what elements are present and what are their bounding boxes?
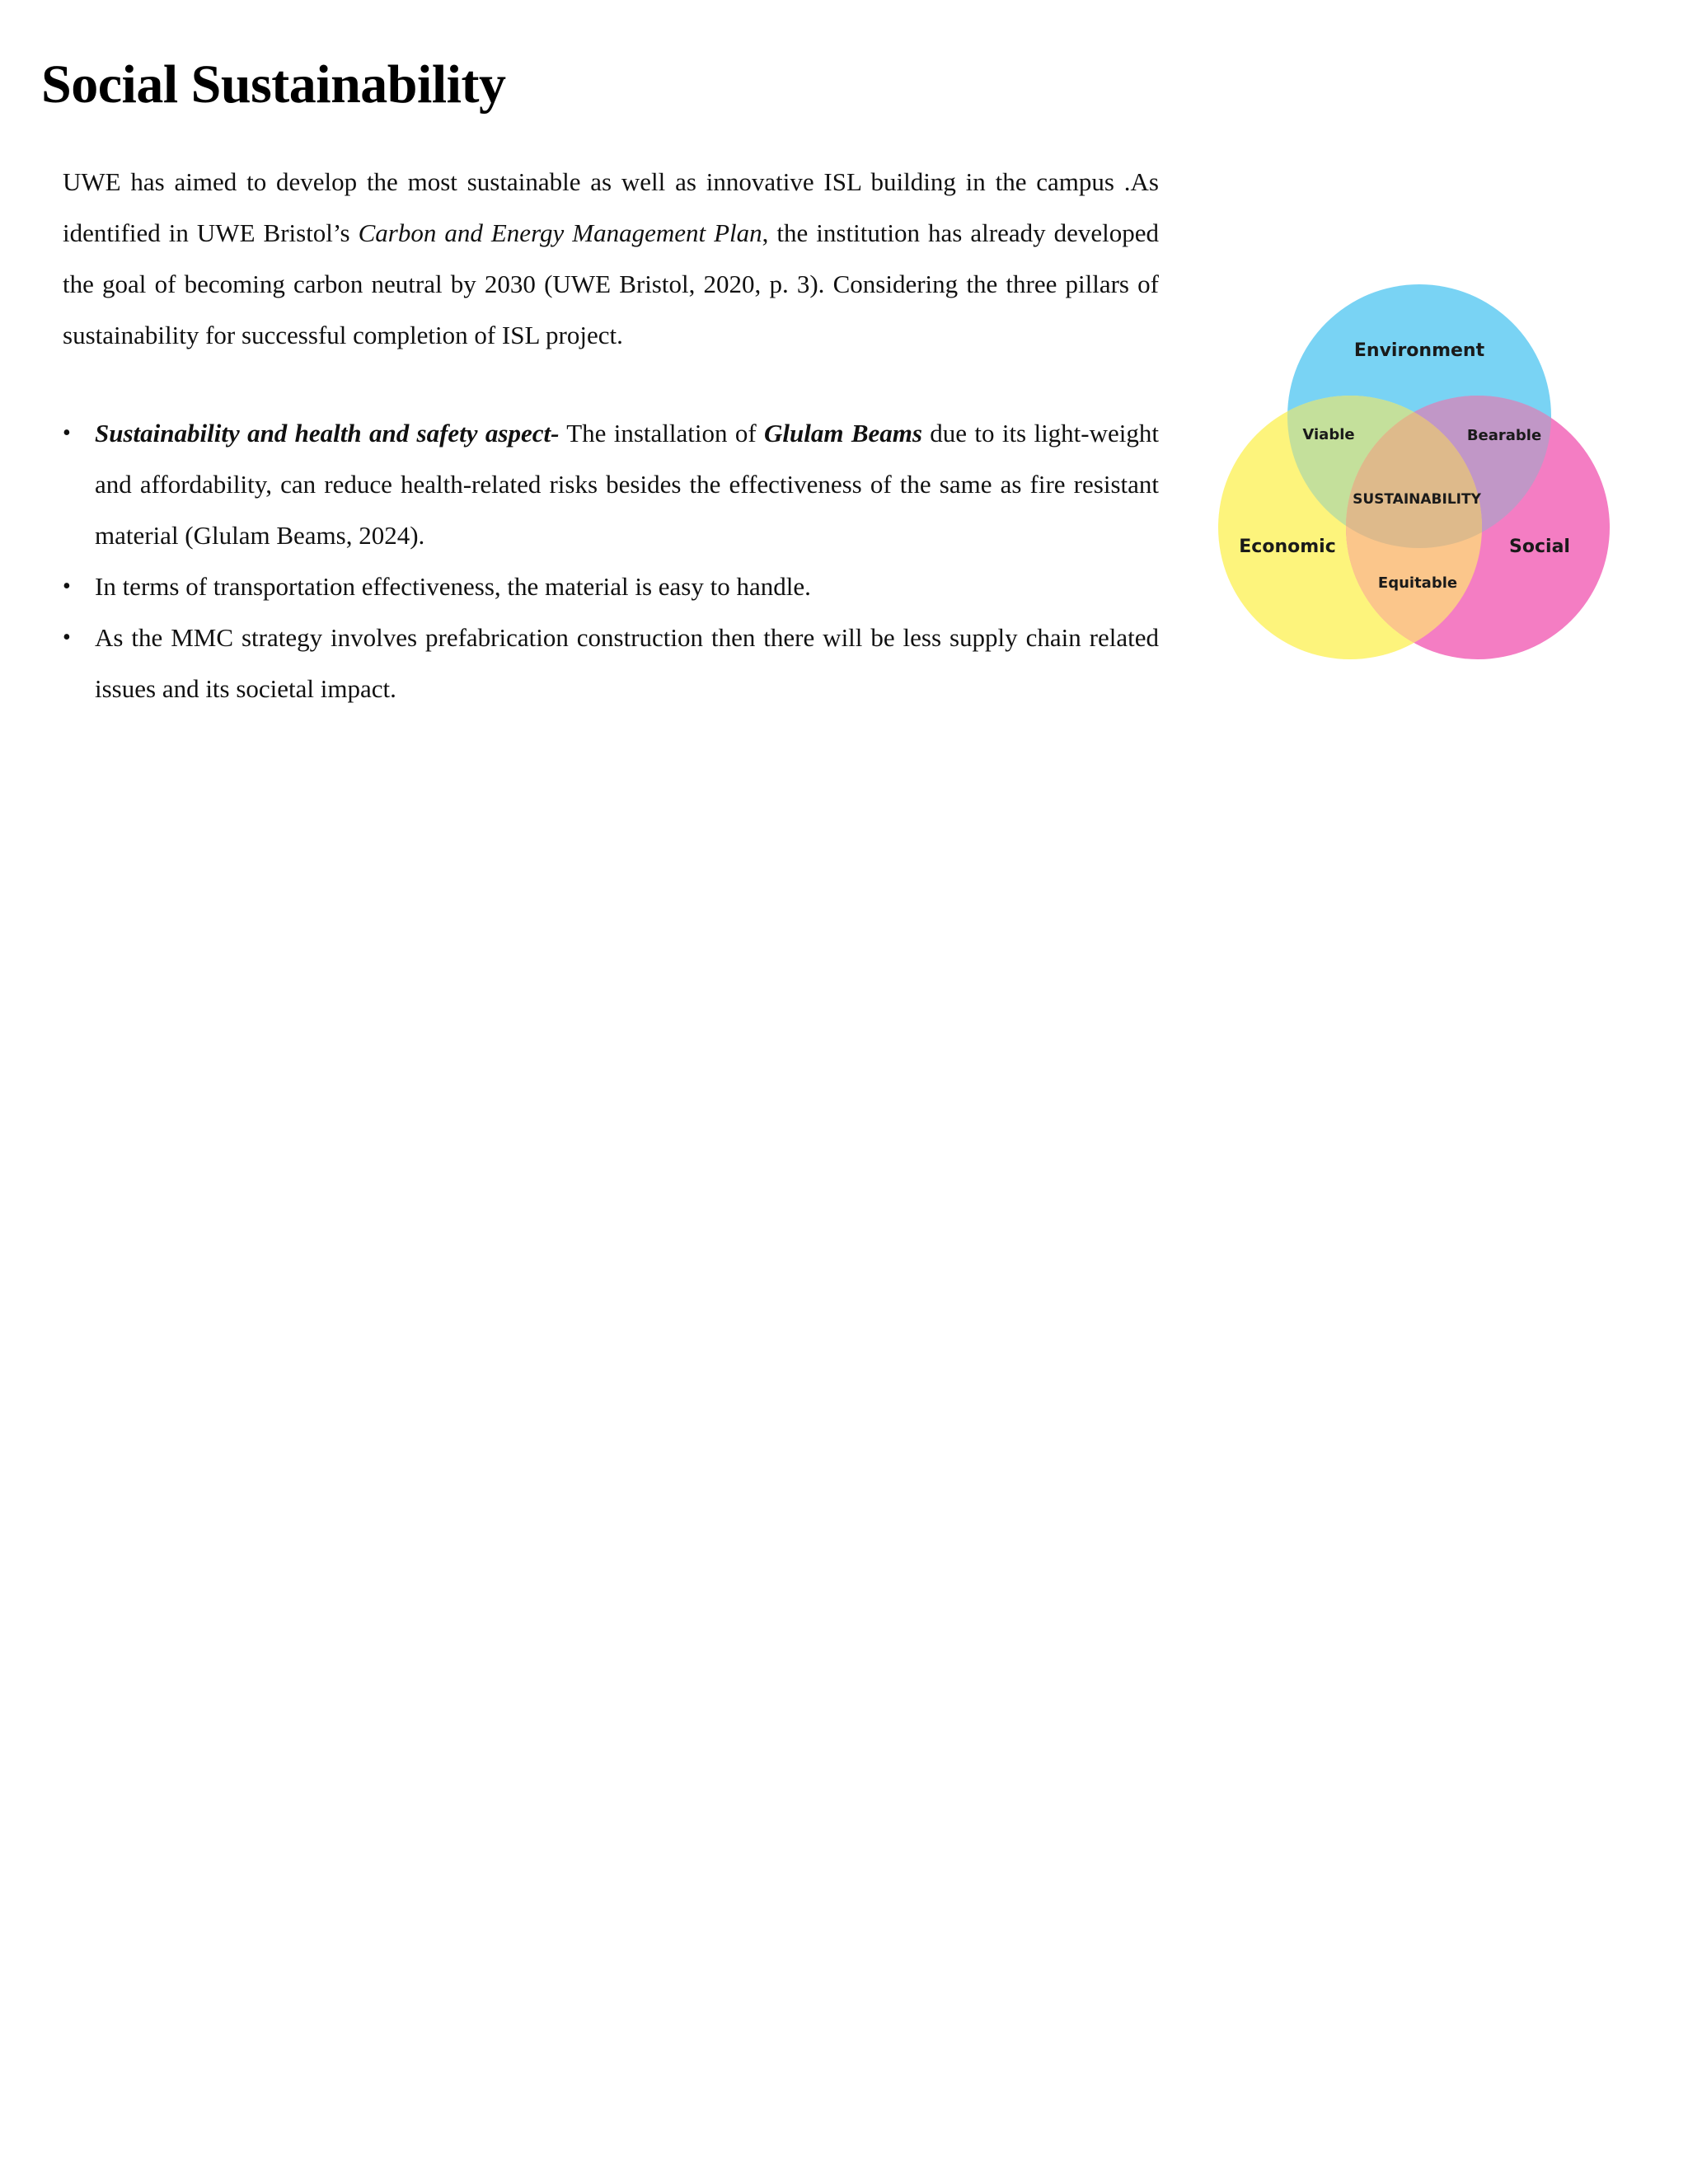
bullet-heading: Sustainability and health and safety aspect- [95,419,560,448]
intro-text-part2: , the institution has already developed the goal of becoming carbon neutral by 2030 (UWE Bristol, 2020, p. 3). Considering the three pillars of sustainability for successful completion of ISL project. [63,218,1159,349]
bullet-item-transportation [63,561,1159,612]
label-sustainability: SUSTAINABILITY [1353,491,1481,508]
bullet-text: In terms of transportation effectiveness, the material is easy to handle. [95,572,811,601]
intro-paragraph [63,157,1159,361]
label-environment: Environment [1353,340,1485,361]
bullet-text: As the MMC strategy involves prefabrication construction then there will be less supply chain related issues and its societal impact. [95,623,1159,703]
label-social: Social [1509,537,1570,557]
page-title: Social Sustainability [41,54,506,115]
bullet-item-health-safety [63,408,1159,561]
bullet-icon: • [63,574,71,599]
bullet-text: due to its light-weight and affordability, can reduce health-related risks besides the effectiveness of the same as fire resistant material (Glulam Beams, 2024). [95,419,1159,550]
label-bearable: Bearable [1466,427,1542,444]
bullet-emphasis-glulam: Glulam Beams [764,419,922,448]
label-economic: Economic [1239,537,1336,557]
label-equitable: Equitable [1377,574,1458,592]
sustainability-venn-diagram [1195,272,1624,676]
bullet-icon: • [63,625,71,650]
label-viable: Viable [1302,426,1355,443]
intro-plan-title: Carbon and Energy Management Plan [358,218,762,247]
venn-svg [1195,272,1624,676]
bullet-icon: • [63,420,71,446]
intro-text-part1: UWE has aimed to develop the most sustainable as well as innovative ISL building in the campus .As identified in UWE Bristol’s [63,167,1159,247]
bullet-list [63,408,1159,715]
bullet-text: The installation of [559,419,765,448]
bullet-item-mmc-strategy [63,612,1159,715]
